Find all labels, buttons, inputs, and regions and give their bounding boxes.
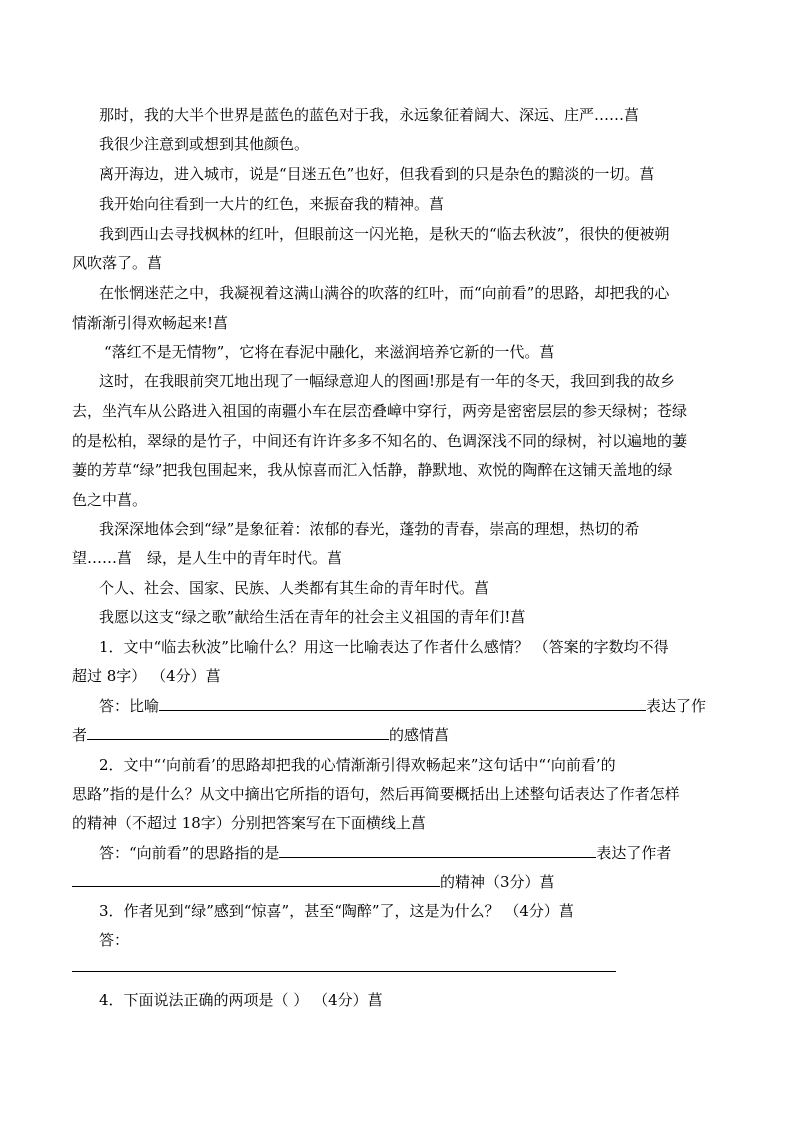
passage-paragraph: 望……菖 绿，是人生中的青年时代。菖 [72, 549, 343, 567]
question-4-text: 4．下面说法正确的两项是（ ） （4分）菖 [99, 991, 383, 1009]
answer-blank[interactable] [72, 971, 616, 972]
passage-paragraph: 我深深地体会到“绿”是象征着：浓郁的春光，蓬勃的青春，崇高的理想，热切的希 [99, 520, 640, 538]
answer-label: 表达了作者 [596, 844, 672, 862]
passage-paragraph: 我开始向往看到一大片的红色，来振奋我的精神。菖 [99, 195, 445, 213]
question-2-text: 2．文中“‘向前看’的思路却把我的心情渐渐引得欢畅起来”这句话中“‘向前看’的 [99, 756, 616, 774]
question-1-answer-line [99, 696, 759, 716]
passage-paragraph: 个人、社会、国家、民族、人类都有其生命的青年时代。菖 [99, 579, 490, 597]
passage-paragraph: 离开海边，进入城市，说是“目迷五色”也好，但我看到的只是杂色的黯淡的一切。菖 [99, 165, 655, 183]
question-2-answer-line [99, 843, 759, 863]
passage-paragraph: 我到西山去寻找枫林的红叶，但眼前这一闪光艳，是秋天的“临去秋波”，很快的便被朔 [99, 225, 670, 243]
answer-blank[interactable] [72, 872, 440, 887]
passage-paragraph: 我愿以这支“绿之歌”献给生活在青年的社会主义祖国的青年们!菖 [99, 608, 526, 626]
question-3-answer-label: 答： [99, 931, 130, 949]
passage-paragraph: 萋的芳草“绿”把我包围起来，我从惊喜而汇入恬静，静默地、欢悦的陶醉在这铺天盖地的绿 [72, 461, 673, 479]
answer-label: 的感情菖 [389, 726, 450, 744]
question-3-text: 3．作者见到“绿”感到“惊喜”，甚至“陶醉”了，这是为什么？ （4分）菖 [99, 902, 574, 920]
question-1-answer-line [72, 725, 732, 745]
passage-paragraph: 情渐渐引得欢畅起来!菖 [72, 314, 229, 332]
passage-paragraph: 我很少注意到或想到其他颜色。 [99, 135, 310, 153]
question-2-answer-line [72, 872, 732, 892]
question-2-text: 思路”指的是什么？从文中摘出它所指的语句，然后再简要概括出上述整句话表达了作者怎样 [72, 785, 680, 803]
answer-label: 者 [72, 726, 88, 744]
answer-label: 的精神（3分）菖 [440, 873, 555, 891]
passage-paragraph: 风吹落了。菖 [72, 254, 163, 272]
question-1-text: 1．文中“临去秋波”比喻什么？用这一比喻表达了作者什么感情？ （答案的字数均不得 [99, 638, 669, 656]
answer-blank[interactable] [159, 696, 646, 711]
answer-label: 答：比喻 [99, 697, 160, 715]
answer-label: 答：“向前看”的思路指的是 [99, 844, 280, 862]
passage-paragraph: 这时，在我眼前突兀地出现了一幅绿意迎人的图画!那是有一年的冬天，我回到我的故乡 [99, 372, 676, 390]
passage-paragraph: 那时，我的大半个世界是蓝色的蓝色对于我，永远象征着阔大、深远、庄严……菖 [99, 106, 640, 124]
passage-paragraph: 色之中菖。 [72, 491, 148, 509]
passage-paragraph: 的是松柏，翠绿的是竹子，中间还有许许多多不知名的、色调深浅不同的绿树，衬以遍地的萋 [72, 432, 688, 450]
passage-paragraph: 在怅惘迷茫之中，我凝视着这满山满谷的吹落的红叶，而“向前看”的思路，却把我的心 [99, 284, 670, 302]
answer-label: 表达了作 [646, 697, 707, 715]
passage-paragraph: 去，坐汽车从公路进入祖国的南疆小车在层峦叠嶂中穿行，两旁是密密层层的参天绿树；苍绿 [72, 402, 688, 420]
question-2-text: 的精神（不超过 18字）分别把答案写在下面横线上菖 [72, 814, 426, 832]
answer-blank[interactable] [87, 725, 389, 740]
passage-paragraph: “落红不是无情物”，它将在春泥中融化，来滋润培养它新的一代。菖 [104, 343, 555, 361]
answer-blank[interactable] [279, 843, 596, 858]
question-1-text: 超过 8字） （4分）菖 [72, 667, 221, 685]
